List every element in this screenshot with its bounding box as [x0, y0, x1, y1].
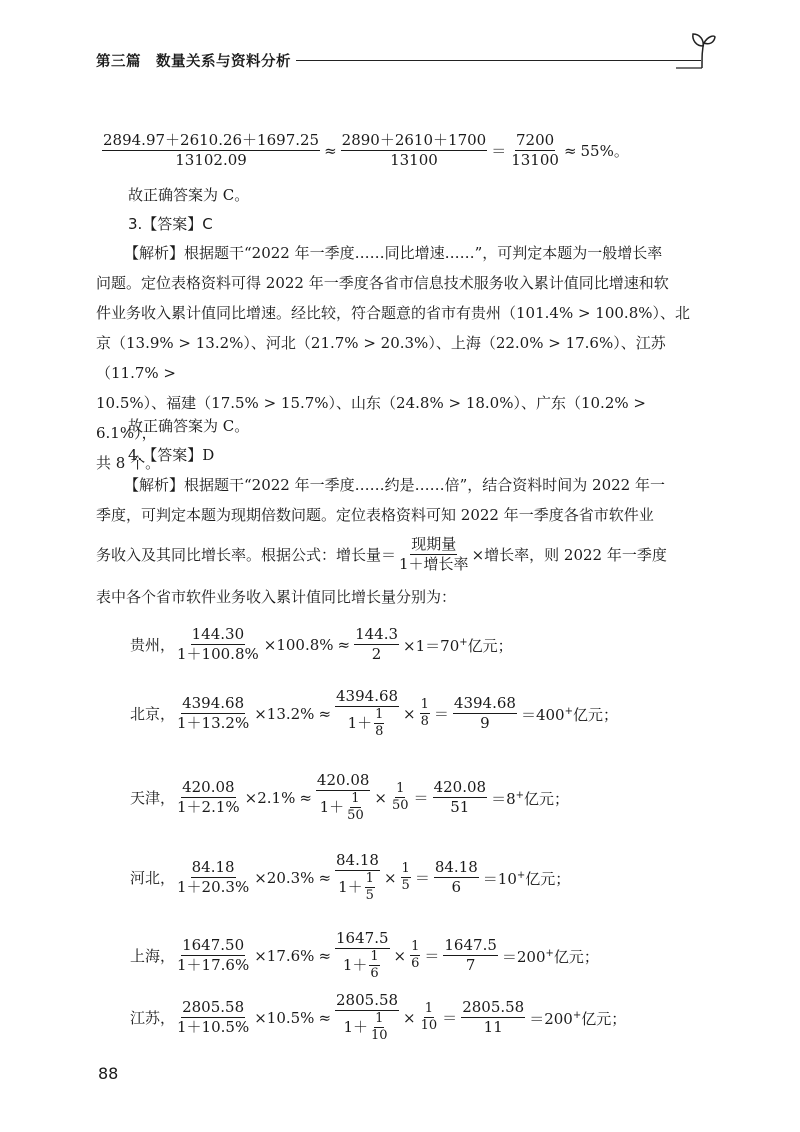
one-plus: 1＋	[319, 798, 345, 816]
province-name: 天津，	[130, 788, 176, 807]
province-name: 北京，	[130, 704, 176, 723]
numerator: 2805.58	[182, 998, 245, 1016]
calc-shanghai	[130, 930, 601, 981]
approx-sign: ≈	[337, 635, 351, 654]
result	[491, 786, 569, 809]
result	[403, 633, 513, 656]
numerator: 84.18	[336, 851, 379, 869]
unit: 亿元；	[525, 870, 571, 888]
denominator: 7	[465, 956, 476, 974]
approx-sign: ≈	[318, 1008, 332, 1027]
approx-sign: ≈	[318, 946, 332, 965]
denominator	[337, 871, 378, 903]
denominator: 5	[365, 888, 374, 903]
denominator: 1＋增长率	[399, 555, 469, 573]
one-plus: 1＋	[342, 956, 368, 974]
result-value: ＝10	[482, 870, 517, 888]
result-value: ＝200	[501, 948, 546, 966]
result	[483, 866, 571, 889]
equation-result: 55%。	[580, 141, 629, 160]
times-sign: ×	[403, 1008, 416, 1027]
unit: 亿元；	[581, 1010, 627, 1028]
calc-jiangsu	[130, 992, 628, 1043]
fraction	[453, 695, 517, 732]
denominator: 51	[450, 798, 470, 816]
formula-suffix: ×增长率，则 2022 年一季度	[471, 545, 667, 564]
fraction	[365, 872, 375, 903]
fraction	[341, 132, 488, 169]
denominator: 1＋20.3%	[177, 878, 250, 896]
fraction	[316, 772, 371, 823]
page-number: 88	[98, 1064, 119, 1083]
growth-rate: ×100.8%	[263, 635, 334, 654]
result-value: ＝400	[520, 706, 565, 724]
numerator: 144.30	[191, 625, 245, 643]
approx-sign: ≈	[318, 868, 332, 887]
chapter-title: 第三篇 数量关系与资料分析	[96, 54, 291, 70]
one-plus: 1＋	[343, 1018, 369, 1036]
denominator: 9	[480, 714, 490, 732]
q3-line: 【解析】根据题干“2022 年一季度……同比增速……”，可判定本题为一般增长率	[124, 244, 663, 262]
result-value: ＝8	[491, 790, 516, 808]
q4-analysis	[96, 470, 700, 530]
q4-formula-line	[96, 536, 667, 573]
equals-sign: ＝	[414, 868, 430, 887]
numerator: 84.18	[434, 858, 478, 876]
fraction	[346, 792, 365, 823]
approx-sign: ≈	[324, 141, 337, 160]
plus-superscript: +	[459, 637, 468, 648]
denominator: 1＋2.1%	[177, 798, 240, 816]
growth-rate: ×10.5%	[254, 1008, 315, 1027]
fraction	[461, 999, 525, 1036]
numerator: 2805.58	[336, 991, 399, 1009]
q3-line: 问题。定位表格资料可得 2022 年一季度各省市信息技术服务收入累计值同比增速和软	[96, 274, 669, 292]
denominator	[319, 791, 368, 823]
numerator: 4394.68	[453, 694, 516, 712]
growth-rate: ×2.1%	[244, 788, 296, 807]
denominator: 50	[347, 808, 364, 823]
approx-sign: ≈	[318, 704, 332, 723]
numerator: 420.08	[433, 778, 487, 796]
fraction	[433, 779, 488, 816]
fraction	[374, 708, 384, 739]
equals-sign: ＝	[442, 1008, 458, 1027]
denominator: 1＋10.5%	[177, 1018, 250, 1036]
formula-prefix: 务收入及其同比增长率。根据公式：增长量＝	[96, 545, 397, 564]
denominator: 8	[375, 724, 384, 739]
fraction	[176, 695, 250, 732]
numerator: 84.18	[191, 858, 235, 876]
unit: 亿元；	[467, 637, 513, 655]
times-sign: ×	[403, 704, 416, 723]
result-value: ＝200	[529, 1010, 573, 1028]
denominator: 10	[371, 1028, 388, 1043]
sprout-leaf-icon	[666, 30, 716, 70]
numerator: 1647.50	[182, 936, 245, 954]
denominator	[342, 1011, 391, 1043]
numerator: 7200	[515, 131, 555, 149]
times-sign: ×	[393, 946, 407, 965]
numerator: 4394.68	[182, 694, 245, 712]
numerator: 420.08	[316, 771, 370, 789]
denominator	[342, 949, 383, 981]
q3-answer	[128, 209, 732, 239]
fraction	[434, 859, 479, 896]
numerator: 2890＋2610＋1700	[341, 131, 487, 149]
q4-line: 季度，可判定本题为现期倍数问题。定位表格资料可知 2022 年一季度各省市软件业	[96, 506, 654, 524]
plus-superscript: +	[545, 948, 554, 959]
q4-last-line: 表中各个省市软件业务收入累计值同比增长量分别为：	[96, 588, 457, 606]
growth-rate: ×17.6%	[254, 946, 315, 965]
numerator: 1	[375, 707, 384, 722]
numerator: 1	[365, 871, 374, 886]
denominator	[347, 707, 388, 739]
denominator: 13102.09	[175, 151, 247, 169]
calc-tianjin	[130, 772, 571, 823]
fraction	[176, 937, 250, 974]
denominator: 1＋17.6%	[177, 956, 250, 974]
result	[529, 1006, 626, 1029]
province-name: 江苏，	[130, 1008, 176, 1027]
numerator: 1	[420, 697, 429, 712]
denominator: 13100	[511, 151, 559, 169]
fraction	[354, 626, 399, 663]
q3-conclusion: 故正确答案为 C。	[128, 417, 250, 435]
header-rule	[296, 60, 701, 61]
fraction	[420, 1002, 439, 1033]
numerator: 1	[411, 939, 420, 954]
equation-overall-share	[100, 132, 631, 169]
running-header	[96, 38, 710, 78]
denominator: 2	[371, 645, 382, 663]
numerator: 144.3	[355, 625, 399, 643]
numerator: 420.08	[182, 778, 235, 796]
fraction	[335, 688, 399, 739]
province-name: 贵州，	[130, 635, 176, 654]
denominator: 1＋100.8%	[177, 645, 259, 663]
denominator: 8	[420, 714, 429, 729]
result-value: ×1＝70	[403, 637, 460, 655]
plus-superscript: +	[564, 706, 573, 717]
numerator: 1	[401, 861, 410, 876]
approx-sign: ≈	[299, 788, 312, 807]
equals-sign: ＝	[413, 788, 429, 807]
unit: 亿元；	[524, 790, 570, 808]
unit: 亿元；	[553, 948, 599, 966]
denominator: 6	[451, 878, 462, 896]
province-name: 河北，	[130, 868, 176, 887]
approx-sign: ≈	[563, 141, 577, 160]
numerator: 2894.97＋2610.26＋1697.25	[103, 131, 320, 149]
calc-hebei	[130, 852, 572, 903]
fraction	[420, 698, 430, 729]
fraction	[510, 132, 560, 169]
q4-line: 【解析】根据题干“2022 年一季度……约是……倍”，结合资料时间为 2022 年一	[124, 476, 665, 494]
denominator: 50	[392, 798, 409, 813]
fraction	[369, 950, 379, 981]
times-sign: ×	[383, 868, 397, 887]
one-plus: 1＋	[347, 714, 373, 732]
denominator: 6	[370, 966, 379, 981]
plus-superscript: +	[516, 870, 526, 881]
fraction	[176, 779, 241, 816]
times-sign: ×	[374, 788, 387, 807]
equals-sign: ＝	[424, 946, 440, 965]
plus-superscript: +	[572, 1010, 582, 1021]
plus-superscript: +	[515, 790, 524, 801]
province-name: 上海，	[130, 946, 176, 965]
result	[502, 944, 599, 967]
denominator: 13100	[390, 151, 438, 169]
numerator: 2805.58	[462, 998, 525, 1016]
fraction	[391, 782, 410, 813]
numerator: 1	[424, 1001, 434, 1016]
fraction	[401, 862, 411, 893]
numerator: 1	[375, 1011, 384, 1026]
fraction	[443, 937, 498, 974]
numerator: 1	[370, 949, 379, 964]
fraction	[410, 940, 420, 971]
q3-answer-label: 3.【答案】C	[128, 215, 213, 233]
fraction	[335, 930, 390, 981]
result	[521, 702, 618, 725]
q3-line: 京（13.9% > 13.2%）、河北（21.7% > 20.3%）、上海（22.0% > 17.6%）、江苏（11.7% >	[96, 334, 666, 382]
q3-line: 10.5%）、福建（17.5% > 15.7%）、山东（24.8% > 18.0%）、广东（10.2% > 6.1%），	[96, 394, 646, 442]
fraction	[398, 536, 470, 573]
unit: 亿元；	[572, 706, 618, 724]
growth-rate: ×13.2%	[254, 704, 315, 723]
fraction	[335, 852, 380, 903]
denominator: 6	[411, 956, 420, 971]
denominator: 10	[420, 1018, 438, 1033]
fraction	[102, 132, 320, 169]
denominator: 1＋13.2%	[177, 714, 250, 732]
fraction	[176, 859, 250, 896]
numerator: 现期量	[411, 535, 457, 553]
numerator: 1647.5	[444, 936, 497, 954]
calc-beijing	[130, 688, 620, 739]
growth-rate: ×20.3%	[254, 868, 315, 887]
q4-answer: 4.【答案】D	[128, 446, 215, 464]
fraction	[370, 1012, 389, 1043]
numerator: 1647.5	[336, 929, 389, 947]
q2-conclusion: 故正确答案为 C。	[128, 186, 250, 204]
equals-sign: ＝	[491, 141, 507, 160]
fraction	[335, 992, 399, 1043]
calc-guizhou	[130, 626, 515, 663]
fraction	[176, 626, 260, 663]
one-plus: 1＋	[338, 878, 363, 896]
q3-line: 共 8 个。	[96, 454, 161, 472]
q3-line: 件业务收入累计值同比增速。经比较，符合题意的省市有贵州（101.4% > 100.8%）、北	[96, 304, 690, 322]
denominator: 11	[483, 1018, 503, 1036]
denominator: 5	[401, 878, 410, 893]
numerator: 1	[396, 781, 405, 796]
numerator: 4394.68	[336, 687, 399, 705]
numerator: 1	[351, 791, 360, 806]
fraction	[176, 999, 250, 1036]
equals-sign: ＝	[433, 704, 449, 723]
